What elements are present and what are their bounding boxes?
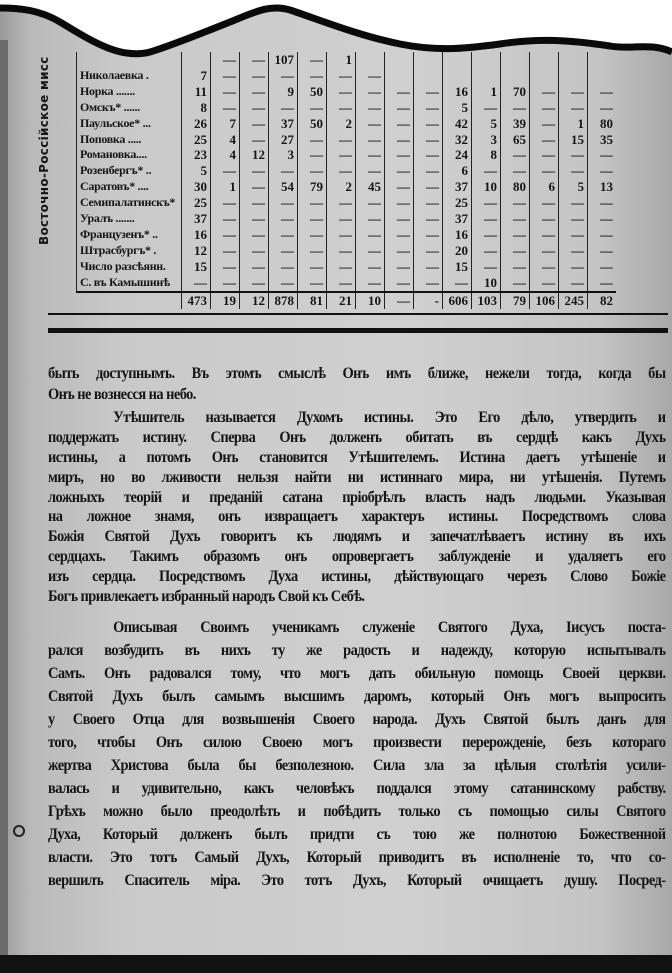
- total-cell: 12: [240, 292, 269, 309]
- table-cell: —: [240, 84, 269, 100]
- table-cell: —: [530, 243, 559, 259]
- total-cell: 81: [298, 292, 327, 309]
- table-cell: 4: [211, 132, 240, 148]
- table-cell: —: [530, 259, 559, 275]
- table-cell: —: [588, 275, 617, 292]
- text-line: Онъ не вознесся на небо.: [48, 386, 196, 404]
- table-cell: 2: [327, 116, 356, 132]
- table-cell: 37: [443, 179, 472, 195]
- table-cell: —: [588, 84, 617, 100]
- table-cell: —: [588, 100, 617, 116]
- table-cell: —: [501, 100, 530, 116]
- table-cell: —: [211, 100, 240, 116]
- table-cell: —: [472, 227, 501, 243]
- row-name: Омскъ* ......: [77, 100, 182, 116]
- table-cell: —: [559, 227, 588, 243]
- table-cell: —: [414, 275, 443, 292]
- table-cell: —: [588, 147, 617, 163]
- table-cell: —: [327, 132, 356, 148]
- total-cell: 106: [530, 292, 559, 309]
- text-line: рался возбудить въ нихъ ту же радость и надежду, которую испытывалъ: [48, 642, 666, 660]
- table-cell: —: [414, 84, 443, 100]
- table-cell: —: [472, 100, 501, 116]
- table-cell: —: [356, 195, 385, 211]
- table-cell: 10: [472, 275, 501, 292]
- totals-row: [77, 292, 617, 309]
- totals-label-empty: [77, 292, 182, 309]
- paragraph-2: [48, 408, 666, 606]
- table-cell: 26: [182, 116, 211, 132]
- table-cell: —: [385, 147, 414, 163]
- total-cell: 79: [501, 292, 530, 309]
- row-name: Розенбергъ* ..: [77, 163, 182, 179]
- table-cell: —: [327, 211, 356, 227]
- table-cell: —: [269, 275, 298, 292]
- table-cell: —: [211, 68, 240, 84]
- table-cell: —: [327, 275, 356, 292]
- table-cell: —: [240, 227, 269, 243]
- table-cell: —: [472, 211, 501, 227]
- table-cell: —: [240, 195, 269, 211]
- table-cell: —: [385, 259, 414, 275]
- table-cell: 30: [182, 179, 211, 195]
- table-cell: 13: [588, 179, 617, 195]
- table-cell: 50: [298, 84, 327, 100]
- table-cell: —: [385, 227, 414, 243]
- table-cell: 8: [472, 147, 501, 163]
- table-cell: —: [559, 163, 588, 179]
- table-cell: 3: [472, 132, 501, 148]
- table-cell: —: [501, 275, 530, 292]
- table-cell: —: [356, 132, 385, 148]
- text-line: Богъ привлекаетъ избранный народъ Свой къ Себѣ.: [48, 587, 365, 605]
- table-cell: —: [240, 275, 269, 292]
- table-cell: 80: [501, 179, 530, 195]
- table-cell: —: [530, 116, 559, 132]
- table-cell: —: [356, 211, 385, 227]
- scan-bottom-border: [0, 955, 672, 973]
- table-cell: —: [327, 84, 356, 100]
- table-cell: —: [327, 195, 356, 211]
- table-cell: —: [182, 275, 211, 292]
- table-cell: 54: [269, 179, 298, 195]
- table-cell: —: [269, 243, 298, 259]
- table-cell: —: [298, 68, 327, 84]
- table-cell: —: [211, 163, 240, 179]
- row-name: Число разсѣянн.: [77, 259, 182, 275]
- text-line: Божія Святой Духъ говоритъ къ людямъ и запечатлѣваетъ истину въ ихъ: [48, 528, 666, 546]
- table-cell: —: [530, 163, 559, 179]
- table-cell: 7: [211, 116, 240, 132]
- table-cell: —: [240, 100, 269, 116]
- table-cell: 70: [501, 84, 530, 100]
- table-cell: —: [269, 195, 298, 211]
- table-cell: —: [298, 52, 327, 68]
- table-cell: —: [385, 100, 414, 116]
- table-cell: —: [414, 227, 443, 243]
- table-cell: 25: [182, 132, 211, 148]
- text-line: жертва Христова была бы безполезною. Сила зла за цѣлыя столѣтія усили-: [48, 757, 666, 775]
- text-line: Самъ. Онъ радовался тому, что могъ дать обильную помощь Своей церкви.: [48, 665, 666, 683]
- table-cell: —: [211, 84, 240, 100]
- table-cell: —: [530, 211, 559, 227]
- table-cell: —: [501, 147, 530, 163]
- table-cell: —: [327, 163, 356, 179]
- text-line: поддержать истину. Сперва Онъ долженъ обитать въ сердцѣ какъ Духъ: [48, 429, 666, 447]
- row-name: Саратовъ* ....: [77, 179, 182, 195]
- table-cell: —: [240, 68, 269, 84]
- table-cell: 7: [182, 68, 211, 84]
- table-cell: —: [414, 195, 443, 211]
- table-cell: —: [501, 163, 530, 179]
- table-cell: —: [530, 147, 559, 163]
- table-cell: 1: [327, 52, 356, 68]
- table-cell: 4: [211, 147, 240, 163]
- table-cell: —: [269, 227, 298, 243]
- table-cell: —: [240, 179, 269, 195]
- table-cell: 5: [443, 100, 472, 116]
- table-cell: 8: [182, 100, 211, 116]
- table-cell: —: [269, 259, 298, 275]
- table-cell: 79: [298, 179, 327, 195]
- table-cell: 37: [443, 211, 472, 227]
- table-cell: 32: [443, 132, 472, 148]
- table-cell: 16: [182, 227, 211, 243]
- table-cell: —: [530, 275, 559, 292]
- table-row: [77, 211, 617, 227]
- text-line: ложныхъ теорій и преданій сатана пріобрѣлъ власть надъ людьми. Указывая: [48, 488, 666, 506]
- table-cell: 5: [559, 179, 588, 195]
- table-cell: 5: [182, 163, 211, 179]
- row-name: Семипалатинскъ*: [77, 195, 182, 211]
- table-cell: —: [501, 243, 530, 259]
- total-cell: 82: [588, 292, 617, 309]
- total-cell: 878: [269, 292, 298, 309]
- table-cell: —: [298, 227, 327, 243]
- total-cell: 21: [327, 292, 356, 309]
- table-rule: [48, 313, 668, 315]
- table-cell: 15: [182, 259, 211, 275]
- row-name: Штрасбургъ* .: [77, 243, 182, 259]
- row-name: Поповка .....: [77, 132, 182, 148]
- table-cell: 12: [240, 147, 269, 163]
- table-cell: 1: [472, 84, 501, 100]
- text-line: на ложное знамя, онъ извращаетъ характеръ истины. Посредствомъ слова: [48, 508, 666, 526]
- table-cell: —: [211, 243, 240, 259]
- table-cell: —: [530, 84, 559, 100]
- table-cell: —: [588, 163, 617, 179]
- table-cell: 10: [472, 179, 501, 195]
- table-bottom-rule: [48, 328, 668, 333]
- total-cell: 19: [211, 292, 240, 309]
- table-cell: —: [240, 243, 269, 259]
- table-cell: —: [240, 116, 269, 132]
- table-cell: —: [327, 259, 356, 275]
- table-cell: —: [559, 275, 588, 292]
- text-line: Грѣхъ можно было преодолѣть и побѣдить только съ помощью силы Святого: [48, 803, 666, 821]
- table-cell: —: [240, 163, 269, 179]
- text-line: Святой Духъ былъ самымъ высшимъ даромъ, который Онъ могъ выпросить: [48, 688, 666, 706]
- row-name: Уралъ .......: [77, 211, 182, 227]
- table-cell: —: [327, 227, 356, 243]
- table-cell: —: [559, 100, 588, 116]
- table-cell: 12: [182, 243, 211, 259]
- table-cell: —: [356, 243, 385, 259]
- table-cell: —: [472, 243, 501, 259]
- table-cell: —: [356, 84, 385, 100]
- table-cell: —: [530, 227, 559, 243]
- margin-circle-mark: [13, 825, 25, 837]
- table-cell: —: [298, 243, 327, 259]
- text-line: быть доступнымъ. Въ этомъ смыслѣ Онъ имъ ближе, нежели тогда, когда бы: [48, 365, 666, 382]
- table-cell: —: [501, 211, 530, 227]
- table-cell: —: [211, 275, 240, 292]
- table-cell: —: [414, 179, 443, 195]
- table-cell: 3: [269, 147, 298, 163]
- table-cell: 15: [559, 132, 588, 148]
- table-cell: 23: [182, 147, 211, 163]
- table-cell: —: [356, 163, 385, 179]
- table-cell: 16: [443, 84, 472, 100]
- table-row: [77, 259, 617, 275]
- table-cell: —: [501, 227, 530, 243]
- table-cell: —: [414, 100, 443, 116]
- table-cell: —: [559, 84, 588, 100]
- table-cell: —: [298, 132, 327, 148]
- table-cell: —: [269, 163, 298, 179]
- table-cell: 1: [559, 116, 588, 132]
- table-cell: —: [327, 243, 356, 259]
- table-cell: —: [298, 195, 327, 211]
- row-name: С. въ Камышинѣ: [77, 275, 182, 292]
- table-cell: —: [356, 259, 385, 275]
- total-cell: 245: [559, 292, 588, 309]
- table-cell: —: [385, 163, 414, 179]
- table-cell: —: [530, 132, 559, 148]
- text-line: истины, а потомъ Онъ становится Утѣшителемъ. Истина даетъ утѣшеніе и: [48, 448, 666, 466]
- table-cell: —: [559, 259, 588, 275]
- table-cell: —: [414, 147, 443, 163]
- table-cell: —: [559, 147, 588, 163]
- table-cell: 16: [443, 227, 472, 243]
- table-cell: 37: [269, 116, 298, 132]
- table-cell: 5: [472, 116, 501, 132]
- table-cell: —: [385, 132, 414, 148]
- table-cell: 42: [443, 116, 472, 132]
- table-cell: —: [414, 211, 443, 227]
- text-line: того, чтобы Онъ силою Своею могъ произвести перерожденіе, безъ котораго: [48, 734, 666, 752]
- table-cell: 50: [298, 116, 327, 132]
- table-cell: —: [559, 211, 588, 227]
- text-line: миръ, но во лживости нельзя найти ни истиннаго мира, ни утѣшенія. Путемъ: [48, 468, 666, 486]
- table-row: [77, 275, 617, 292]
- table-cell: —: [414, 116, 443, 132]
- table-cell: —: [414, 132, 443, 148]
- total-cell: 103: [472, 292, 501, 309]
- table-cell: —: [327, 68, 356, 84]
- table-cell: —: [385, 211, 414, 227]
- table-cell: —: [211, 227, 240, 243]
- table-cell: —: [356, 275, 385, 292]
- table-cell: —: [327, 100, 356, 116]
- table-cell: —: [298, 259, 327, 275]
- table-cell: —: [298, 163, 327, 179]
- text-line: изъ сердца. Посредствомъ Духа истины, дѣйствующаго черезъ Слово Божіе: [48, 567, 666, 585]
- text-line: вершилъ Спаситель міра. Это тотъ Духъ, Который очищаетъ душу. Посред-: [48, 872, 666, 890]
- table-cell: —: [385, 116, 414, 132]
- table-cell: —: [356, 100, 385, 116]
- table-cell: —: [211, 259, 240, 275]
- mission-side-label: Восточно-Россійское мисс: [37, 56, 51, 245]
- table-cell: 20: [443, 243, 472, 259]
- table-cell: —: [530, 100, 559, 116]
- table-cell: —: [501, 195, 530, 211]
- table-cell: —: [588, 259, 617, 275]
- table-cell: —: [414, 163, 443, 179]
- row-name: Паульское* ...: [77, 116, 182, 132]
- table-cell: —: [356, 147, 385, 163]
- text-line: Описывая Своимъ ученикамъ служеніе Святого Духа, Іисусъ поста-: [113, 619, 666, 637]
- table-cell: —: [588, 211, 617, 227]
- table-cell: —: [356, 68, 385, 84]
- table-cell: —: [472, 195, 501, 211]
- table-cell: —: [211, 195, 240, 211]
- table-cell: —: [588, 227, 617, 243]
- table-cell: 27: [269, 132, 298, 148]
- table-cell: —: [298, 211, 327, 227]
- table-cell: 9: [269, 84, 298, 100]
- table-cell: —: [501, 259, 530, 275]
- table-cell: —: [327, 147, 356, 163]
- paragraph-1: [48, 363, 666, 405]
- table-cell: —: [385, 84, 414, 100]
- table-cell: 45: [356, 179, 385, 195]
- table-cell: —: [443, 275, 472, 292]
- total-cell: 473: [182, 292, 211, 309]
- paragraph-3: [48, 616, 666, 892]
- table-row: [77, 243, 617, 259]
- table-cell: —: [530, 195, 559, 211]
- table-cell: 15: [443, 259, 472, 275]
- table-cell: —: [588, 195, 617, 211]
- table-cell: 37: [182, 211, 211, 227]
- row-name: Романовка....: [77, 147, 182, 163]
- table-cell: 1: [211, 179, 240, 195]
- torn-page-edge: [0, 0, 672, 200]
- text-line: власти. Это тотъ Самый Духъ, Который приводитъ въ исполненіе то, что со-: [48, 849, 666, 867]
- table-cell: —: [385, 275, 414, 292]
- table-cell: —: [298, 100, 327, 116]
- table-cell: —: [298, 275, 327, 292]
- text-line: сердцахъ. Такимъ образомъ онъ опровергаетъ заблужденіе и удаляетъ его: [48, 547, 666, 565]
- text-line: у Своего Отца для возвышенія Своего народа. Духъ Святой былъ данъ для: [48, 711, 666, 729]
- text-line: Духа, Который долженъ былъ придти съ тою же полнотою Божественной: [48, 826, 666, 844]
- table-cell: 107: [269, 52, 298, 68]
- text-line: Утѣшитель называется Духомъ истины. Это Его дѣло, утвердить и: [113, 409, 666, 427]
- row-name: Французенъ* ..: [77, 227, 182, 243]
- table-cell: —: [356, 227, 385, 243]
- table-cell: 25: [182, 195, 211, 211]
- table-cell: 24: [443, 147, 472, 163]
- table-cell: —: [240, 259, 269, 275]
- table-cell: 2: [327, 179, 356, 195]
- table-cell: 80: [588, 116, 617, 132]
- table-cell: 39: [501, 116, 530, 132]
- table-cell: 6: [530, 179, 559, 195]
- table-cell: —: [298, 147, 327, 163]
- table-cell: —: [356, 116, 385, 132]
- table-cell: —: [269, 68, 298, 84]
- table-cell: —: [240, 211, 269, 227]
- table-cell: 35: [588, 132, 617, 148]
- table-cell: —: [472, 259, 501, 275]
- total-cell: —: [385, 292, 414, 309]
- text-line: валась и удивительно, какъ человѣкъ поддался этому сатанинскому рабству.: [48, 780, 666, 798]
- table-cell: 6: [443, 163, 472, 179]
- table-cell: —: [559, 243, 588, 259]
- table-cell: —: [211, 211, 240, 227]
- table-cell: —: [588, 243, 617, 259]
- table-cell: —: [269, 211, 298, 227]
- table-cell: 11: [182, 84, 211, 100]
- row-name: Норка .......: [77, 84, 182, 100]
- table-cell: —: [385, 195, 414, 211]
- table-row: [77, 227, 617, 243]
- row-name: Николаевка .: [77, 68, 182, 84]
- table-cell: 25: [443, 195, 472, 211]
- table-cell: 65: [501, 132, 530, 148]
- table-cell: —: [269, 100, 298, 116]
- table-cell: —: [240, 52, 269, 68]
- total-cell: -: [414, 292, 443, 309]
- total-cell: 10: [356, 292, 385, 309]
- body-text: [48, 363, 666, 892]
- table-cell: —: [414, 259, 443, 275]
- table-cell: —: [211, 52, 240, 68]
- table-cell: —: [240, 132, 269, 148]
- table-cell: —: [559, 195, 588, 211]
- table-cell: —: [385, 179, 414, 195]
- table-cell: —: [414, 243, 443, 259]
- table-cell: —: [385, 243, 414, 259]
- total-cell: 606: [443, 292, 472, 309]
- table-cell: —: [472, 163, 501, 179]
